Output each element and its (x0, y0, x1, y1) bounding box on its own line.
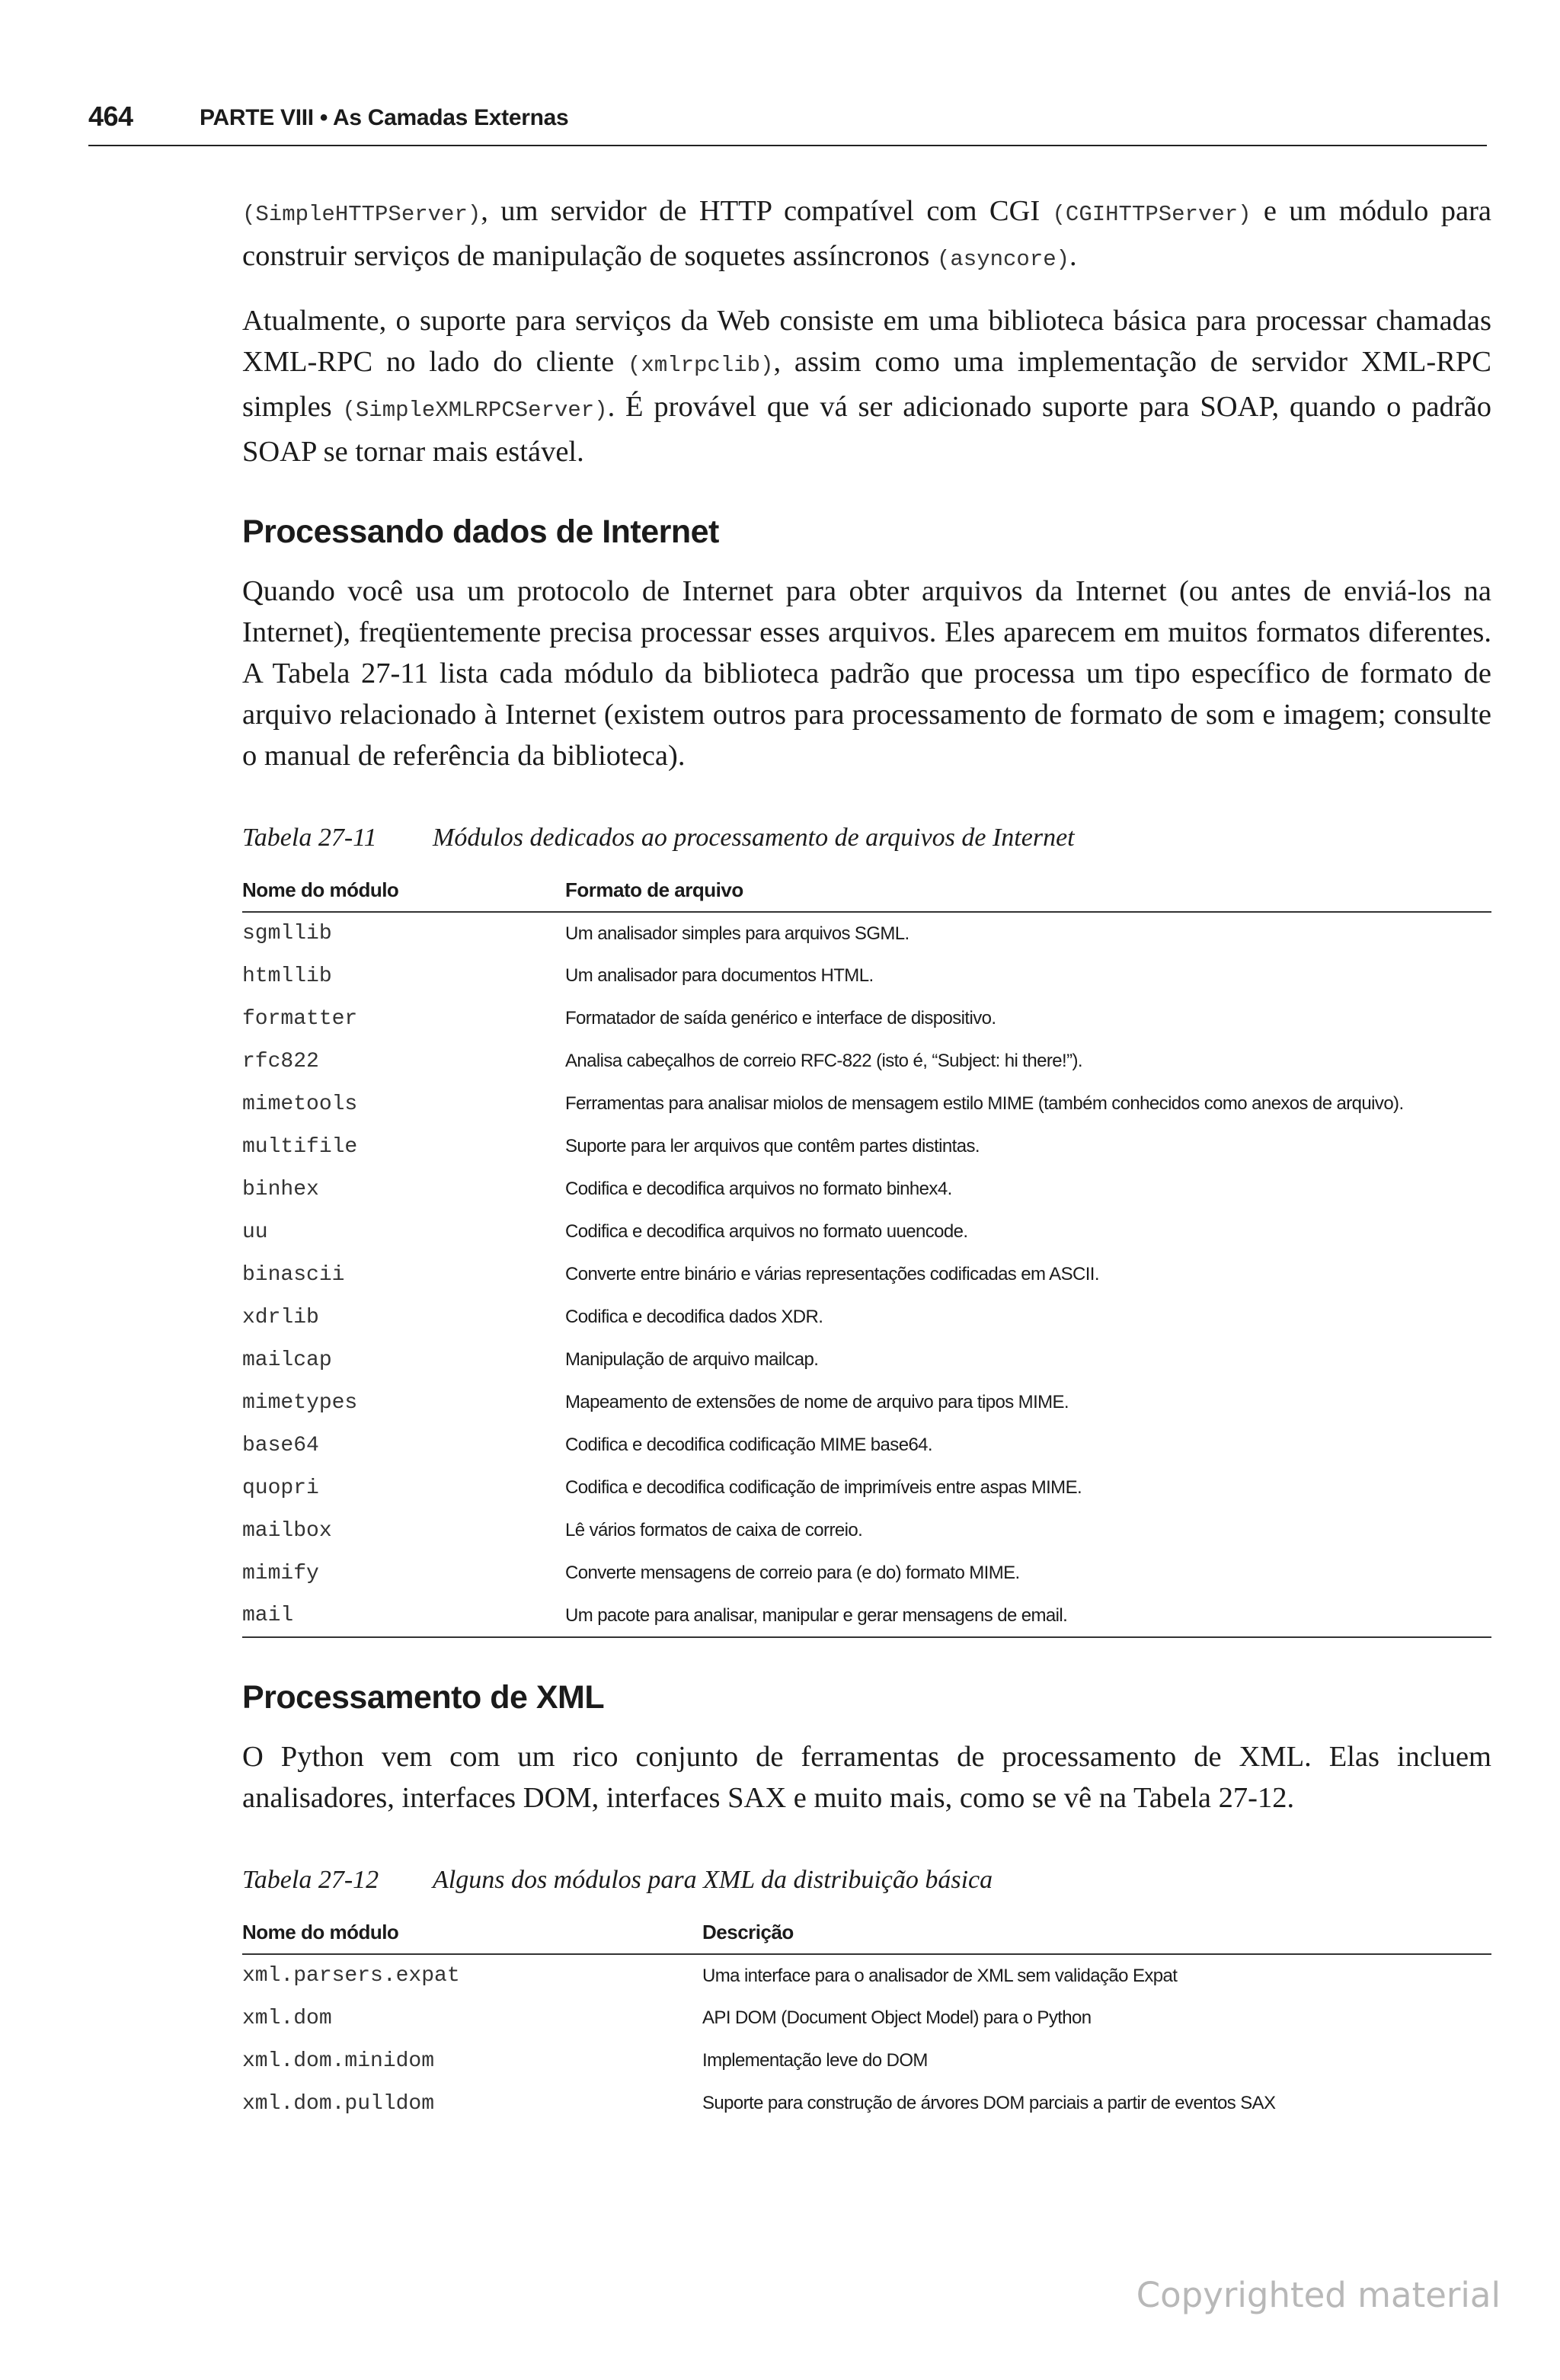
module-name: mimetools (242, 1092, 358, 1116)
module-name: uu (242, 1220, 268, 1244)
column-header-module: Nome do módulo (242, 1911, 702, 1954)
running-head: PARTE VIII • As Camadas Externas (200, 105, 569, 130)
code-simplexmlrpcserver: (SimpleXMLRPCServer) (342, 398, 608, 423)
table-row (242, 912, 1491, 955)
section-xml-paragraph: O Python vem com um rico conjunto de ferramentas de processamento de XML. Elas incluem analisadores, interfaces DOM, interfaces SAX e muito mais, como se vê na Tabela 27-12. (242, 1741, 1491, 1814)
module-name: xml.parsers.expat (242, 1964, 460, 1988)
module-description: Um analisador simples para arquivos SGML. (565, 923, 909, 944)
module-name: mailbox (242, 1518, 332, 1543)
table-row (242, 1467, 1491, 1509)
column-header-format: Formato de arquivo (565, 869, 1491, 912)
module-description: Converte entre binário e várias representações codificadas em ASCII. (565, 1264, 1099, 1284)
table-number: Tabela 27-11 (242, 824, 377, 852)
table-title: Módulos dedicados ao processamento de arquivos de Internet (433, 824, 1075, 852)
intro-paragraph-2: Atualmente, o suporte para serviços da Web consiste em uma biblioteca básica para processar chamadas XML-RPC no lado do cliente (xmlrpclib), assim como uma implementação de servidor XML-RPC simples (SimpleXMLRPCServer). É provável que vá ser adicionado suporte para SOAP, quando o padrão SOAP se tornar mais estável. (242, 305, 1491, 468)
module-description: API DOM (Document Object Model) para o Python (702, 2007, 1092, 2028)
module-name: formatter (242, 1006, 358, 1031)
module-description: Suporte para ler arquivos que contêm partes distintas. (565, 1136, 980, 1156)
module-name: mimify (242, 1561, 319, 1585)
code-asyncore: (asyncore) (937, 247, 1070, 272)
table-row (242, 1211, 1491, 1253)
table-row (242, 1296, 1491, 1339)
table-row (242, 1509, 1491, 1552)
module-description: Manipulação de arquivo mailcap. (565, 1349, 819, 1370)
table-row (242, 2039, 1491, 2082)
table-row (242, 997, 1491, 1040)
module-description: Um analisador para documentos HTML. (565, 965, 874, 986)
column-header-description: Descrição (702, 1911, 1491, 1954)
module-description: Lê vários formatos de caixa de correio. (565, 1520, 863, 1540)
page-header (88, 101, 1487, 146)
table-row (242, 1253, 1491, 1296)
section-internet-data-paragraph: Quando você usa um protocolo de Internet para obter arquivos da Internet (ou antes de enviá-los na Internet), freqüentemente precisa processar esses arquivos. Eles aparecem em muitos formatos diferentes. A Tabela 27-11 lista cada módulo da biblioteca padrão que processa um tipo específico de formato de arquivo relacionado à Internet (existem outros para processamento de formato de som e imagem; consulte o manual de referência da biblioteca). (242, 575, 1491, 772)
table-row (242, 1595, 1491, 1637)
module-description: Codifica e decodifica codificação MIME base64. (565, 1435, 933, 1455)
table-27-12-caption (242, 1866, 1491, 1895)
module-description: Codifica e decodifica dados XDR. (565, 1307, 823, 1327)
column-header-module: Nome do módulo (242, 869, 565, 912)
module-name: xml.dom.minidom (242, 2049, 435, 2073)
table-27-12 (242, 1911, 1491, 2125)
module-description: Suporte para construção de árvores DOM parciais a partir de eventos SAX (702, 2093, 1276, 2113)
section-heading-xml: Processamento de XML (242, 1679, 605, 1716)
table-row (242, 1040, 1491, 1083)
module-name: binascii (242, 1262, 345, 1287)
module-name: xml.dom.pulldom (242, 2091, 435, 2116)
module-description: Formatador de saída genérico e interface de dispositivo. (565, 1008, 996, 1028)
table-row (242, 1168, 1491, 1211)
module-name: rfc822 (242, 1049, 319, 1073)
module-name: sgmllib (242, 922, 332, 945)
table-row (242, 1083, 1491, 1125)
table-row (242, 1339, 1491, 1381)
intro-paragraph-1: (SimpleHTTPServer), um servidor de HTTP compatível com CGI (CGIHTTPServer) e um módulo para construir serviços de manipulação de soquetes assíncronos (asyncore). (242, 195, 1491, 272)
module-description: Converte mensagens de correio para (e do) formato MIME. (565, 1563, 1020, 1583)
table-row (242, 1125, 1491, 1168)
page-content (242, 190, 1491, 2125)
module-name: htmllib (242, 964, 332, 988)
module-name: base64 (242, 1433, 319, 1457)
table-title: Alguns dos módulos para XML da distribuição básica (433, 1866, 993, 1894)
section-heading-internet-data: Processando dados de Internet (242, 513, 719, 550)
code-xmlrpclib: (xmlrpclib) (628, 353, 774, 378)
table-27-11 (242, 869, 1491, 1638)
module-description: Codifica e decodifica arquivos no formato binhex4. (565, 1179, 952, 1199)
module-description: Codifica e decodifica arquivos no formato uuencode. (565, 1221, 968, 1242)
module-name: multifile (242, 1134, 358, 1159)
module-name: xml.dom (242, 2006, 332, 2030)
copyright-watermark: Copyrighted material (1136, 2275, 1501, 2315)
table-row (242, 1552, 1491, 1595)
table-row (242, 1424, 1491, 1467)
table-row (242, 955, 1491, 997)
module-name: quopri (242, 1476, 319, 1500)
table-header-row (242, 1911, 1491, 1954)
table-row (242, 1954, 1491, 1997)
table-27-11-caption (242, 824, 1491, 853)
table-row (242, 1997, 1491, 2039)
module-description: Um pacote para analisar, manipular e gerar mensagens de email. (565, 1604, 1068, 1626)
module-name: mimetypes (242, 1390, 358, 1415)
module-description: Analisa cabeçalhos de correio RFC-822 (isto é, “Subject: hi there!”). (565, 1051, 1082, 1071)
module-description: Implementação leve do DOM (702, 2050, 928, 2071)
table-row (242, 2082, 1491, 2125)
module-description: Codifica e decodifica codificação de imprimíveis entre aspas MIME. (565, 1477, 1082, 1498)
module-description: Mapeamento de extensões de nome de arquivo para tipos MIME. (565, 1392, 1069, 1412)
table-row (242, 1381, 1491, 1424)
table-header-row (242, 869, 1491, 912)
code-simplehttpserver: (SimpleHTTPServer) (242, 202, 481, 227)
code-cgihttpserver: (CGIHTTPServer) (1052, 202, 1252, 227)
module-name: mail (242, 1604, 294, 1627)
module-name: mailcap (242, 1348, 332, 1372)
module-description: Ferramentas para analisar miolos de mensagem estilo MIME (também conhecidos como anexos de arquivo). (565, 1093, 1404, 1114)
table-number: Tabela 27-12 (242, 1866, 379, 1894)
page-number: 464 (88, 101, 133, 132)
module-name: xdrlib (242, 1305, 319, 1329)
module-description: Uma interface para o analisador de XML sem validação Expat (702, 1965, 1178, 1986)
module-name: binhex (242, 1177, 319, 1201)
